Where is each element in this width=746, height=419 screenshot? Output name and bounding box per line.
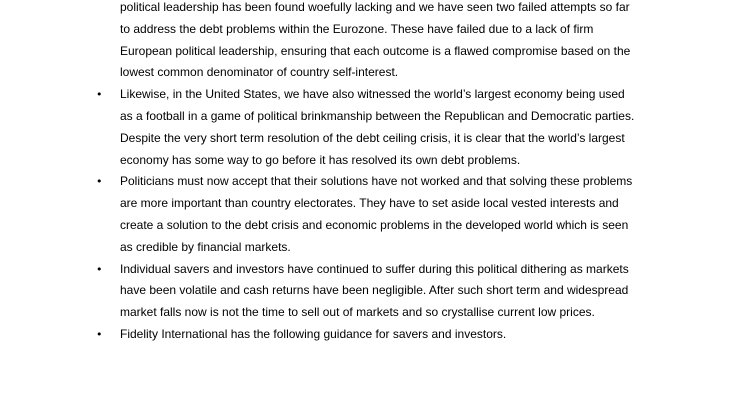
bullet-item-guidance [0,324,640,346]
bullet-item-politicians [0,171,640,258]
bullet-text: Individual savers and investors have continued to suffer during this political dithering as markets have been volatile and cash returns have been negligible. After such short term and widespread market falls now is not the time to sell out of markets and so crystallise current low prices. [120,261,629,320]
continuation-paragraph: political leadership has been found woefully lacking and we have seen two failed attempts so far to address the debt problems within the Eurozone. These have failed due to a lack of firm European political leadership, ensuring that each outcome is a flawed compromise based on the lowest common denominator of country self-interest. [120,0,631,80]
bullet-text: Likewise, in the United States, we have also witnessed the world’s largest economy being used as a football in a game of political brinkmanship between the Republican and Democratic parties. Despite the very short term resolution of the debt ceiling crisis, it is clear that the world’s largest economy has some way to go before it has resolved its own debt problems. [120,87,635,167]
bullet-text: Politicians must now accept that their solutions have not worked and that solving these problems are more important than country electorates. They have to set aside local vested interests and create a solution to the debt crisis and economic problems in the developed world which is seen as credible by financial markets. [120,174,633,254]
bullet-icon [96,171,106,193]
bullet-icon [96,259,106,281]
bullet-item-us-brinkmanship [0,84,640,171]
bullet-icon [96,84,106,106]
bullet-text: Fidelity International has the following guidance for savers and investors. [120,326,507,341]
bullet-item-savers [0,259,640,324]
bullet-list [0,84,746,346]
bullet-icon [96,324,106,346]
